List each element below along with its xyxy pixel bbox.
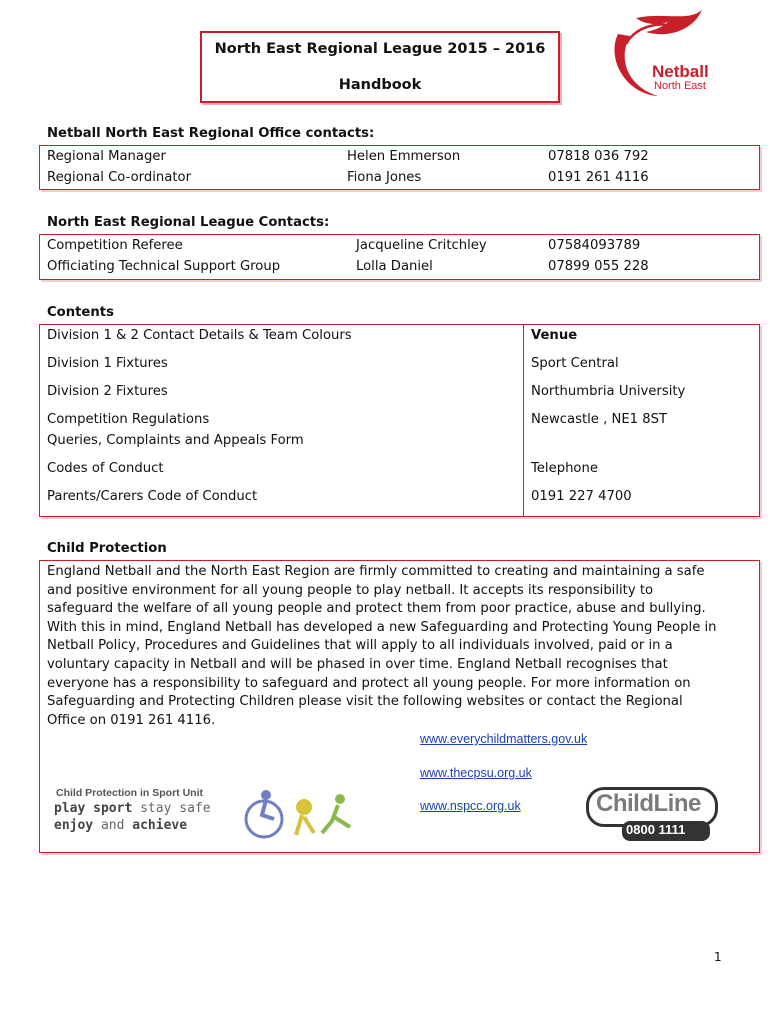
contents-item-4: Competition Regulations <box>47 412 210 427</box>
contents-heading: Contents <box>47 305 114 320</box>
cp-line-9: Office on 0191 261 4116. <box>47 712 216 728</box>
league-contacts-heading: North East Regional League Contacts: <box>47 215 330 230</box>
league-contacts-table <box>39 234 760 280</box>
cpsu-slogan-1b: stay safe <box>132 801 211 816</box>
cpsu-slogan-2b: and <box>93 818 133 833</box>
child-protection-heading: Child Protection <box>47 541 167 556</box>
office-contacts-table <box>39 145 760 190</box>
contents-item-3: Division 2 Fixtures <box>47 384 168 399</box>
office-row-1-name: Helen Emmerson <box>347 149 461 164</box>
office-row-1-role: Regional Manager <box>47 149 166 164</box>
page-number: 1 <box>714 950 722 964</box>
logo-wordmark: Netball <box>652 62 709 81</box>
league-row-2-role: Officiating Technical Support Group <box>47 259 281 274</box>
league-row-1-role: Competition Referee <box>47 238 183 253</box>
childline-logo <box>586 787 714 843</box>
cp-line-3: safeguard the welfare of all young people and protect them from poor practice, abuse and bullying. <box>47 601 706 617</box>
league-row-2-phone: 07899 055 228 <box>548 259 649 274</box>
childline-number: 0800 1111 <box>626 822 686 837</box>
child-protection-text <box>47 563 717 730</box>
venue-heading: Venue <box>531 328 578 343</box>
cpsu-logo <box>54 785 354 843</box>
link-everychildmatters[interactable]: www.everychildmatters.gov.uk <box>420 732 588 746</box>
cpsu-slogan-2a: enjoy <box>54 818 94 833</box>
sport-figures-icon <box>242 785 366 841</box>
title-box <box>200 31 560 103</box>
cpsu-slogan-2c: achieve <box>132 818 188 833</box>
contents-item-5: Queries, Complaints and Appeals Form <box>47 433 304 448</box>
cp-line-2: and positive environment for all young people to play netball. It accepts its responsibility to <box>47 582 654 598</box>
cp-line-6: voluntary capacity in Netball and will be phased in over time. England Netball recognises that <box>47 656 668 672</box>
cpsu-logo-slogan-2 <box>54 818 187 833</box>
venue-telephone: 0191 227 4700 <box>531 489 632 504</box>
office-row-2-name: Fiona Jones <box>347 170 422 185</box>
document-title: North East Regional League 2015 – 2016 <box>214 41 546 57</box>
venue-line-2: Northumbria University <box>531 384 686 399</box>
cp-line-5: Netball Policy, Procedures and Guidelines that will apply to all individuals involved, paid or in a <box>47 638 673 654</box>
childline-wordmark: ChildLine <box>596 790 701 817</box>
cp-line-8: Safeguarding and Protecting Children please visit the following websites or contact the Regional <box>47 694 683 710</box>
link-thecpsu[interactable]: www.thecpsu.org.uk <box>420 766 532 780</box>
cpsu-logo-title: Child Protection in Sport Unit <box>56 787 203 799</box>
contents-divider <box>523 325 524 516</box>
cp-line-1: England Netball and the North East Region are firmly committed to creating and maintaining a safe <box>47 564 705 579</box>
venue-line-1: Sport Central <box>531 356 619 371</box>
child-protection-box <box>39 560 760 853</box>
cpsu-logo-slogan-1 <box>54 801 211 816</box>
league-row-2-name: Lolla Daniel <box>356 259 433 274</box>
document-subtitle: Handbook <box>338 77 422 93</box>
league-row-1-name: Jacqueline Critchley <box>356 238 487 253</box>
contents-item-1: Division 1 & 2 Contact Details & Team Colours <box>47 328 352 343</box>
contents-table <box>39 324 760 517</box>
office-row-2-role: Regional Co-ordinator <box>47 170 191 185</box>
cp-line-4: With this in mind, England Netball has developed a new Safeguarding and Protecting Young People in <box>47 619 717 635</box>
league-row-1-phone: 07584093789 <box>548 238 641 253</box>
venue-line-3: Newcastle , NE1 8ST <box>531 412 668 427</box>
netball-north-east-logo <box>596 4 716 104</box>
cpsu-slogan-1a: play sport <box>54 801 133 816</box>
office-row-2-phone: 0191 261 4116 <box>548 170 649 185</box>
contents-item-7: Parents/Carers Code of Conduct <box>47 489 258 504</box>
logo-region: North East <box>654 80 706 92</box>
contents-item-2: Division 1 Fixtures <box>47 356 168 371</box>
office-row-1-phone: 07818 036 792 <box>548 149 649 164</box>
telephone-heading: Telephone <box>531 461 598 476</box>
link-nspcc[interactable]: www.nspcc.org.uk <box>420 799 521 813</box>
office-contacts-heading: Netball North East Regional Office contacts: <box>47 126 375 141</box>
cp-line-7: everyone has a responsibility to safeguard and protect all young people. For more information on <box>47 675 691 691</box>
contents-item-6: Codes of Conduct <box>47 461 164 476</box>
